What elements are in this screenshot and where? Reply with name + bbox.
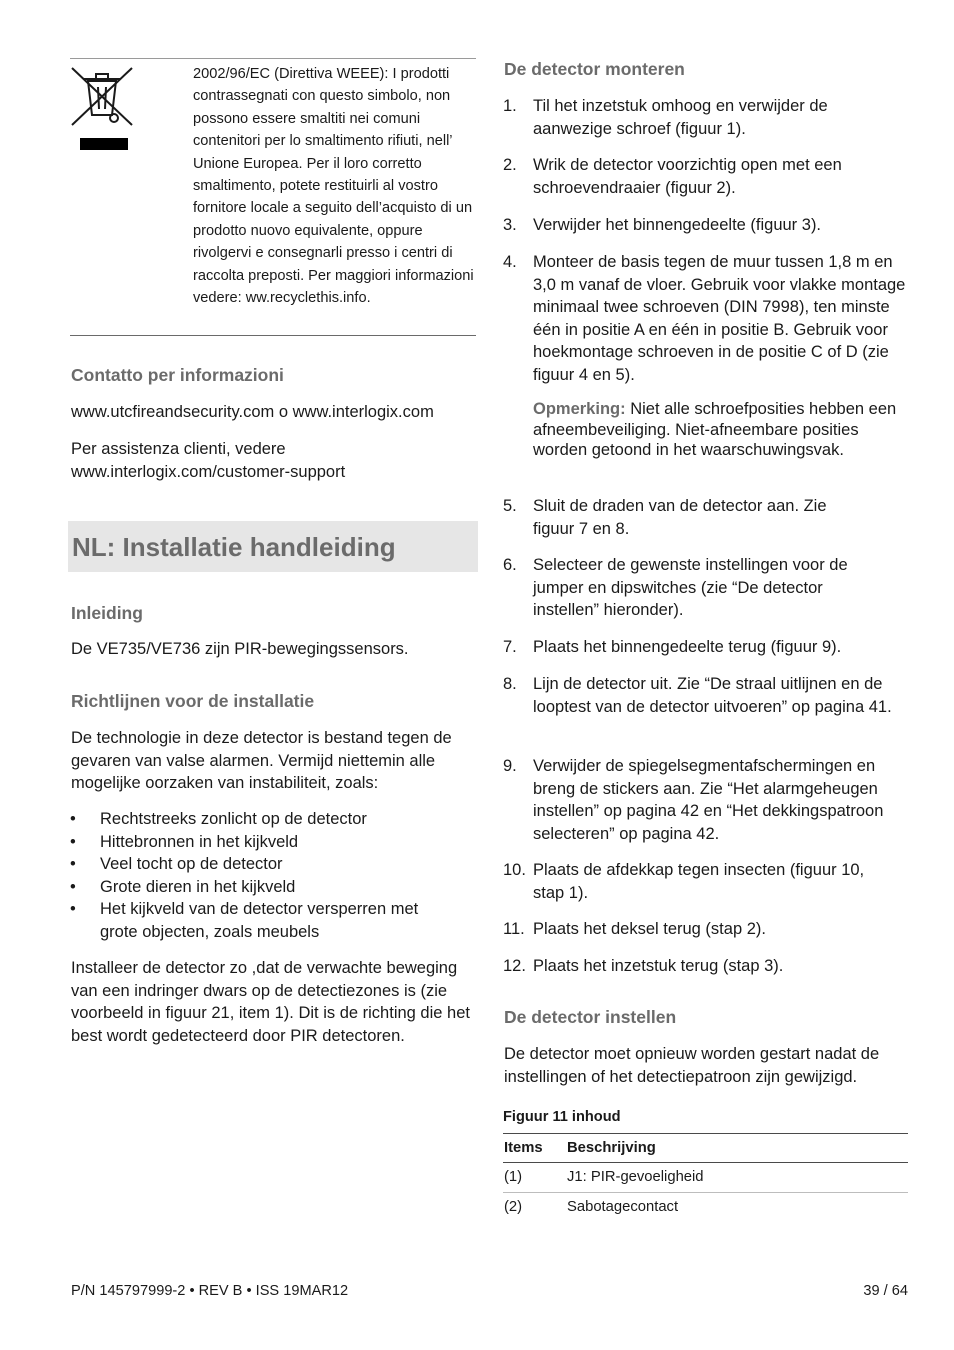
- header-items: Items: [504, 1140, 543, 1156]
- footer-part-number: P/N 145797999-2 • REV B • ISS 19MAR12: [71, 1283, 349, 1299]
- guidelines-heading: Richtlijnen voor de installatie: [71, 691, 315, 711]
- table-row: (1) J1: PIR-gevoeligheid: [504, 1169, 704, 1185]
- weee-crossed-bin-icon: [70, 63, 134, 153]
- guidelines-closing: Installeer de detector zo ,dat de verwachte beweging van een indringer dwars op de detectiezones is (zie voorbeeld in figuur 21, item 1). Dit is de richting die het best wordt gedetecteerd door PIR detectoren.: [71, 959, 470, 1045]
- contact-line-2: Per assistenza clienti, vedere www.interlogix.com/customer-support: [71, 440, 346, 481]
- mount-note: [533, 399, 908, 461]
- section-title-box: [68, 521, 478, 572]
- setup-text: De detector moet opnieuw worden gestart nadat de instellingen of het detectiepatroon zijn gewijzigd.: [504, 1045, 880, 1086]
- figure-caption: Figuur 11 inhoud: [503, 1109, 621, 1125]
- section-title: NL: Installatie handleiding: [72, 532, 396, 562]
- footer-page-number: 39 / 64: [863, 1283, 908, 1299]
- header-description: Beschrijving: [567, 1140, 656, 1156]
- intro-heading: Inleiding: [71, 603, 143, 623]
- guidelines-text: De technologie in deze detector is bestand tegen de gevaren van valse alarmen. Vermijd niettemin alle mogelijke oorzaken van instabiliteit, zoals:: [71, 729, 452, 792]
- weee-text: 2002/96/EC (Direttiva WEEE): I prodotti contrassegnati con questo simbolo, non possono essere smaltiti nei comuni contenitori per lo smaltimento rifiuti, nell’ Unione Europea. Per il loro corretto smaltimento, potete restituirli al vostro fornitore locale a seguito dell’acquisto di un prodotto nuovo equivalente, oppure rivolgervi e consegnarli presso i centri di raccolta preposti. Per maggiori informazioni vedere: ww.recyclethis.info.: [193, 66, 474, 307]
- table-header: [503, 1133, 908, 1163]
- intro-text: De VE735/VE736 zijn PIR-bewegingssensors.: [71, 640, 409, 658]
- note-label: Opmerking:: [533, 400, 626, 418]
- contact-heading: Contatto per informazioni: [71, 365, 284, 385]
- note-text: Niet alle schroefposities hebben een afneembeveiliging. Niet-afneembare posities worden getoond in het waarschuwingsvak.: [533, 400, 897, 459]
- weee-notice: [70, 58, 476, 336]
- table-row: (2) Sabotagecontact: [503, 1192, 908, 1222]
- mount-heading: De detector monteren: [504, 59, 685, 79]
- contact-line-1: www.utcfireandsecurity.com o www.interlogix.com: [71, 403, 434, 421]
- figure-table: [503, 1133, 908, 1222]
- setup-heading: De detector instellen: [504, 1007, 677, 1027]
